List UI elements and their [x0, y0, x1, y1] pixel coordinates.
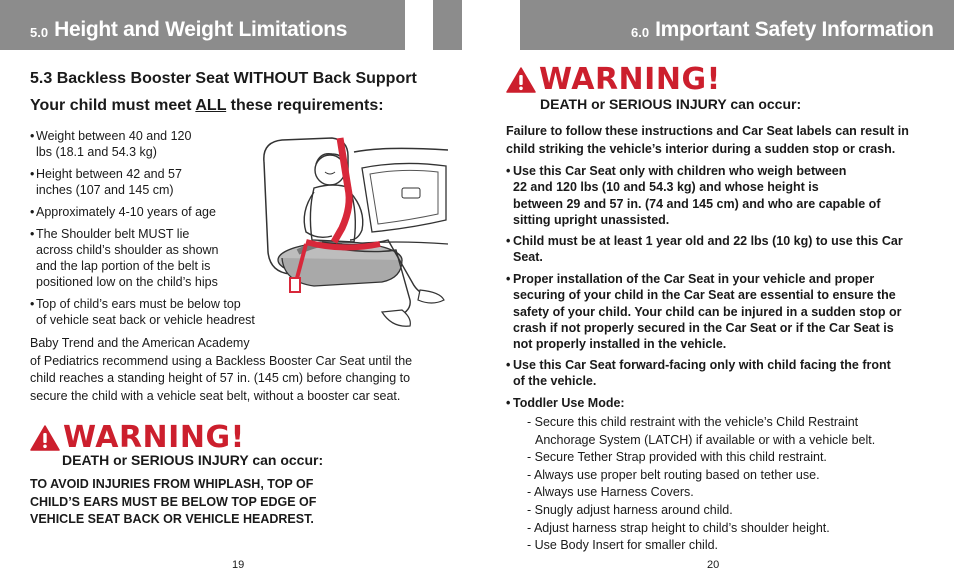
bullet-line: safety of your child. Your child can be injured in a sudden stop or: [513, 304, 902, 319]
bullet-dot: •: [30, 167, 35, 181]
right-header-number: 6.0: [631, 25, 650, 40]
list-item-line: Anchorage System (LATCH) if available or with a vehicle belt.: [535, 432, 876, 447]
bullet-dot: •: [506, 272, 511, 286]
bullet-dot: •: [506, 396, 511, 410]
bullet-line: Proper installation of the Car Seat in your vehicle and proper: [513, 272, 875, 286]
bullet-line: Approximately 4-10 years of age: [36, 205, 216, 219]
list-item: - Always use Harness Covers.: [527, 485, 694, 500]
safety-bullet-installation: [506, 271, 931, 352]
bullet-line: 22 and 120 lbs (10 and 54.3 kg) and whose height is: [513, 180, 819, 195]
whiplash-warning-text: [30, 476, 350, 529]
bullet-dot: •: [506, 234, 511, 248]
safety-bullet-toddler-mode: [506, 395, 931, 411]
warning-label: WARNING!: [539, 62, 721, 97]
bullet-line: inches (107 and 145 cm): [36, 183, 174, 197]
bullet-line: Use this Car Seat only with children who weigh between: [513, 164, 847, 178]
bullet-line: Height between 42 and 57: [36, 167, 182, 181]
left-page-header: [0, 0, 405, 50]
paragraph-line: secure the child with a vehicle seat belt, without a booster car seat.: [30, 388, 401, 403]
paragraph-line: child reaches a standing height of 57 in. (145 cm) before changing to: [30, 371, 411, 385]
bullet-line: Child must be at least 1 year old and 22 lbs (10 kg) to use this Car: [513, 234, 903, 248]
recommendation-paragraph: [30, 335, 440, 405]
toddler-mode-list: [527, 414, 927, 555]
left-header-tab: [433, 0, 462, 50]
bullet-line: Toddler Use Mode:: [513, 396, 625, 410]
bullet-line: of vehicle seat back or vehicle headrest: [36, 313, 255, 327]
bullet-line: across child’s shoulder as shown: [36, 243, 219, 257]
safety-bullet-forward-facing: [506, 357, 931, 390]
requirements-heading: [30, 97, 384, 115]
requirements-suffix: these requirements:: [226, 97, 384, 114]
bullet-line: Top of child’s ears must be below top: [36, 297, 241, 311]
bullet-dot: •: [30, 297, 35, 311]
requirements-prefix: Your child must meet: [30, 97, 196, 114]
right-warning-banner: [506, 62, 721, 97]
requirement-bullet-height: [30, 166, 220, 198]
paragraph-line: of Pediatrics recommend using a Backless Booster Car Seat until the: [30, 353, 413, 368]
bullet-dot: •: [30, 129, 35, 143]
list-item: - Use Body Insert for smaller child.: [527, 538, 719, 553]
left-death-notice: DEATH or SERIOUS INJURY can occur:: [62, 452, 324, 468]
requirement-bullet-age: [30, 204, 250, 220]
left-warning-banner: [30, 420, 245, 455]
bullet-line: The Shoulder belt MUST lie: [36, 227, 190, 241]
bullet-line: Use this Car Seat forward-facing only with child facing the front: [513, 358, 891, 372]
list-item: - Snugly adjust harness around child.: [527, 502, 733, 517]
safety-bullet-min-age: [506, 233, 931, 266]
right-page-header: [549, 0, 954, 50]
bullet-line: securing of your child in the Car Seat are essential to ensure the: [513, 288, 896, 303]
warning-label: WARNING!: [63, 420, 245, 455]
warning-triangle-icon: [30, 425, 60, 451]
requirement-bullet-weight: [30, 128, 220, 160]
bullet-dot: •: [506, 358, 511, 372]
bullet-dot: •: [30, 205, 35, 219]
bullet-dot: •: [30, 227, 35, 241]
right-death-notice: DEATH or SERIOUS INJURY can occur:: [540, 96, 802, 112]
right-header-tab: [520, 0, 549, 50]
warning-line: CHILD’S EARS MUST BE BELOW TOP EDGE OF: [30, 494, 317, 509]
left-header-number: 5.0: [30, 25, 49, 40]
bullet-line: sitting upright unassisted.: [513, 212, 670, 227]
right-header-title: Important Safety Information: [655, 18, 934, 41]
bullet-line: Seat.: [513, 250, 543, 265]
paragraph-line: Failure to follow these instructions and Car Seat labels can result in: [506, 124, 909, 138]
safety-bullet-usage-range: [506, 163, 931, 228]
warning-line: TO AVOID INJURIES FROM WHIPLASH, TOP OF: [30, 477, 314, 491]
child-booster-seat-illustration: [262, 132, 448, 332]
requirements-emphasis: ALL: [195, 97, 227, 114]
list-item: - Always use proper belt routing based on tether use.: [527, 467, 820, 482]
bullet-line: Weight between 40 and 120: [36, 129, 192, 143]
bullet-line: and the lap portion of the belt is: [36, 259, 211, 273]
bullet-line: of the vehicle.: [513, 374, 597, 389]
right-page-number: 20: [707, 559, 720, 571]
paragraph-line: child striking the vehicle’s interior during a sudden stop or crash.: [506, 142, 896, 156]
left-header-title: Height and Weight Limitations: [54, 18, 348, 41]
bullet-line: not properly installed in the vehicle.: [513, 337, 727, 352]
bullet-line: lbs (18.1 and 54.3 kg): [36, 145, 157, 159]
requirement-bullet-belt: [30, 226, 250, 290]
requirement-bullet-ears: [30, 296, 270, 328]
paragraph-line: Baby Trend and the American Academy: [30, 336, 250, 350]
list-item-line: - Secure this child restraint with the vehicle’s Child Restraint: [527, 415, 859, 429]
list-item: [527, 414, 927, 449]
left-page-number: 19: [232, 559, 245, 571]
bullet-line: between 29 and 57 in. (74 and 145 cm) and who are capable of: [513, 196, 881, 211]
warning-line: VEHICLE SEAT BACK OR VEHICLE HEADREST.: [30, 512, 314, 526]
list-item: - Adjust harness strap height to child’s shoulder height.: [527, 520, 830, 535]
section-title: 5.3 Backless Booster Seat WITHOUT Back Support: [30, 70, 417, 87]
failure-paragraph: [506, 122, 931, 158]
bullet-line: positioned low on the child’s hips: [36, 275, 218, 289]
warning-triangle-icon: [506, 67, 536, 93]
list-item: - Secure Tether Strap provided with this child restraint.: [527, 450, 827, 465]
bullet-dot: •: [506, 164, 511, 178]
bullet-line: crash if not properly secured in the Car Seat or if the Car Seat is: [513, 320, 894, 335]
